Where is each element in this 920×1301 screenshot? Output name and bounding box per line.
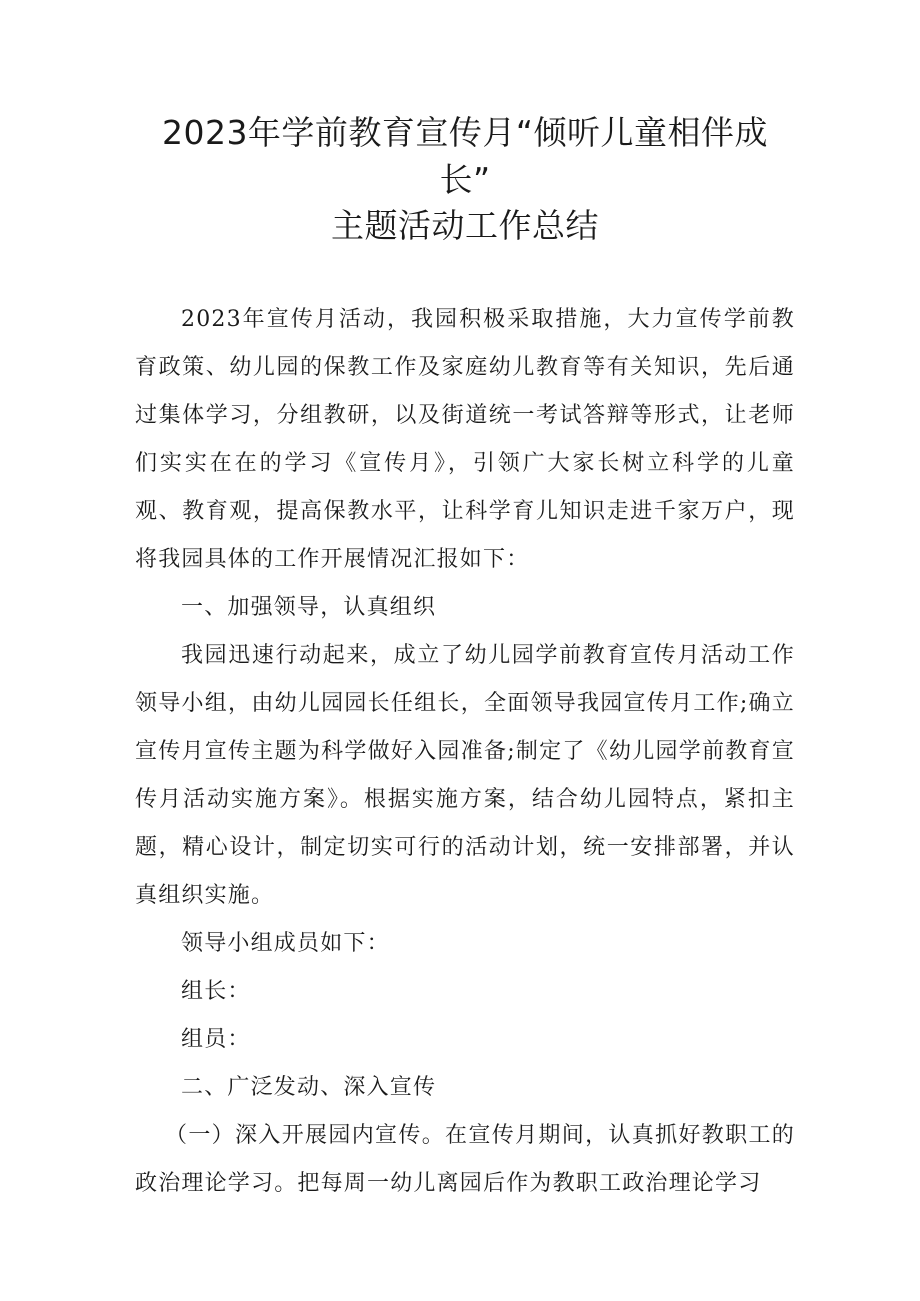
paragraph-leadership: 我园迅速行动起来，成立了幼儿园学前教育宣传月活动工作领导小组，由幼儿园园长任组长，全面领导我园宣传月工作;确立宣传月宣传主题为科学做好入园准备;制定了《幼儿园学前教育宣传月活动实施方案》。根据实施方案，结合幼儿园特点，紧扣主题，精心设计，制定切实可行的活动计划，统一安排部署，并认真组织实施。	[135, 643, 795, 908]
paragraph-leader: 组长：	[181, 979, 251, 1004]
paragraph-campus-publicity: （一）深入开展园内宣传。在宣传月期间，认真抓好教职工的政治理论学习。把每周一幼儿离园后作为教职工政治理论学习	[135, 1123, 795, 1196]
paragraph-members: 组员：	[181, 1027, 251, 1052]
paragraph-intro: 2023年宣传月活动，我园积极采取措施，大力宣传学前教育政策、幼儿园的保教工作及家庭幼儿教育等有关知识，先后通过集体学习，分组教研，以及街道统一考试答辩等形式，让老师们实实在在的学习《宣传月》，引领广大家长树立科学的儿童观、教育观，提高保教水平，让科学育儿知识走进千家万户，现将我园具体的工作开展情况汇报如下：	[135, 307, 795, 572]
section-heading-2: 二、广泛发动、深入宣传	[181, 1075, 437, 1100]
document-title-line-1: 2023年学前教育宣传月“倾听儿童相伴成	[161, 113, 769, 152]
section-heading-1: 一、加强领导，认真组织	[181, 595, 437, 620]
paragraph-members-intro: 领导小组成员如下：	[181, 931, 390, 956]
document-body	[135, 296, 795, 1208]
document-title-line-3: 主题活动工作总结	[331, 206, 599, 245]
document-title-line-2: 长”	[439, 160, 491, 199]
